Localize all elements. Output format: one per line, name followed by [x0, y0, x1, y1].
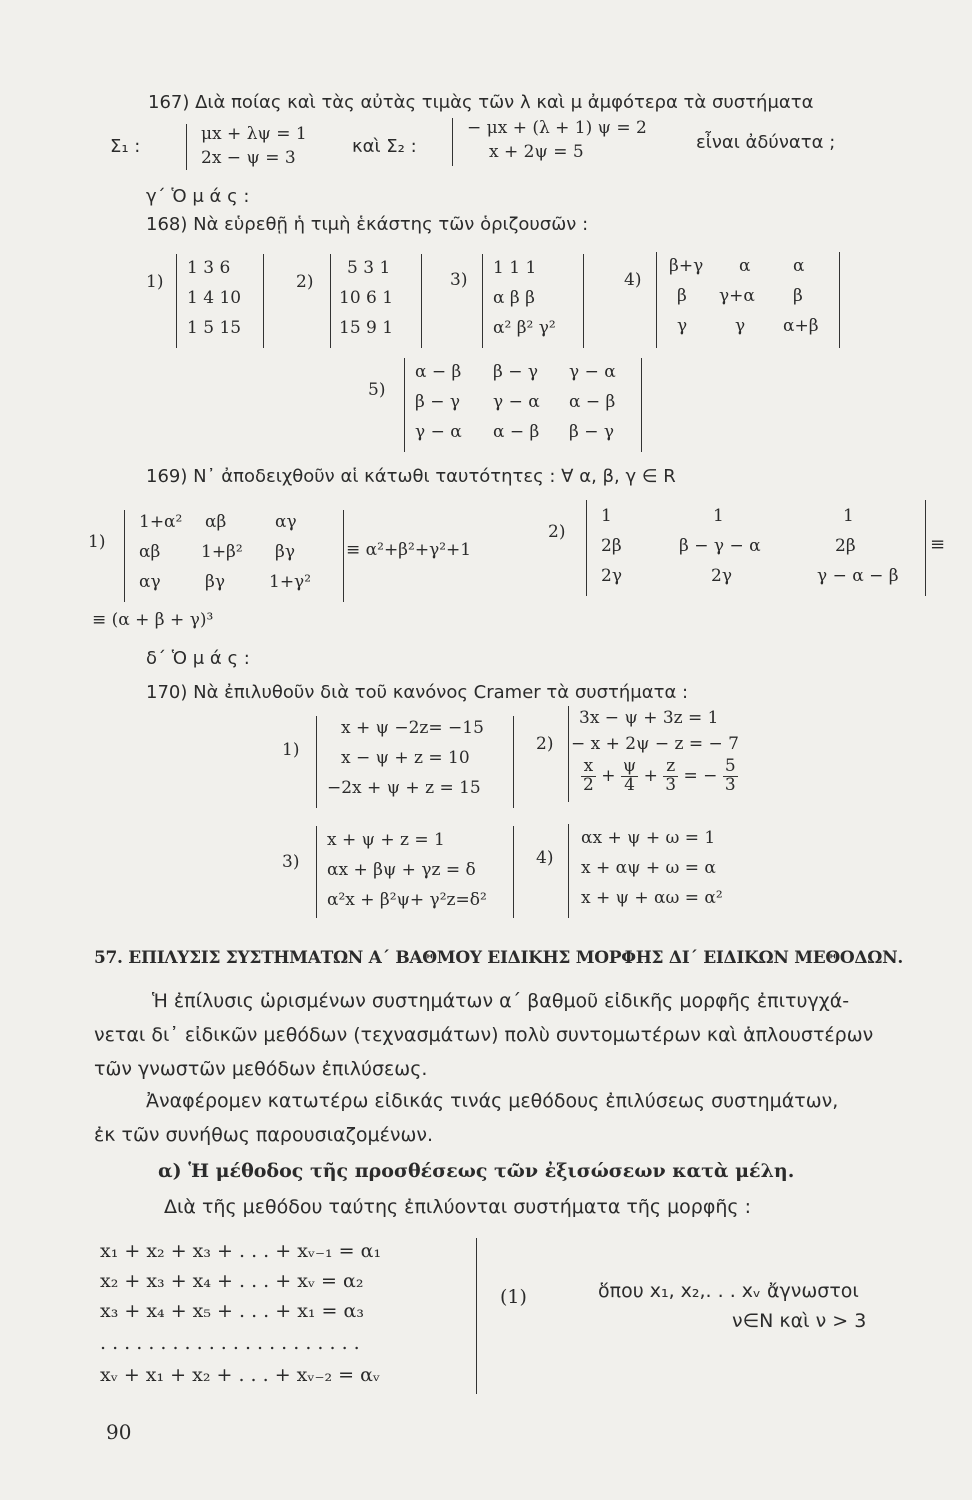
system3-eq: αx + βψ + γz = δ: [327, 860, 476, 880]
det4-cell: α: [793, 256, 805, 276]
det5-cell: α − β: [415, 362, 462, 382]
det4-cell: γ: [677, 316, 688, 336]
det4-cell: β: [793, 286, 803, 306]
det4-cell: γ+α: [719, 286, 755, 306]
identity1-determinant: [124, 510, 344, 602]
system-170-1: [316, 716, 513, 808]
frac-num: 5: [724, 756, 736, 776]
id1-cell: 1+β²: [201, 542, 243, 562]
s1-label: Σ₁ :: [110, 136, 141, 157]
system-eq: x₃ + x₄ + x₅ + . . . + x₁ = α₃: [100, 1300, 364, 1322]
id2-cell: γ − α − β: [817, 566, 899, 586]
det5-cell: α − β: [569, 392, 616, 412]
para1-line1: Ἡ ἐπίλυσις ὡρισμένων συστημάτων α΄ βαθμοῦ εἰδικῆς μορφῆς ἐπιτυγχά-: [152, 990, 850, 1012]
identity2-label: 2): [548, 522, 566, 542]
id2-cell: 1: [843, 506, 854, 526]
system-170-3: [316, 826, 513, 918]
and-s2-label: καὶ Σ₂ :: [352, 136, 417, 157]
identity1-rhs: ≡ α²+β²+γ²+1: [346, 540, 472, 560]
s1-eq1: μx + λψ = 1: [201, 124, 307, 144]
system-170-2: [568, 706, 789, 802]
frac-num: x: [581, 758, 596, 777]
equation-number: (1): [500, 1286, 527, 1308]
frac-den: 2: [583, 774, 594, 795]
det4-cell: γ: [735, 316, 746, 336]
section-57-heading: 57. ΕΠΙΛΥΣΙΣ ΣΥΣΤΗΜΑΤΩΝ Α΄ ΒΑΘΜΟΥ ΕΙΔΙΚΗΣ ΜΟΡΦΗΣ ΔΙ΄ ΕΙΔΙΚΩΝ ΜΕΘΟΔΩΝ.: [94, 948, 903, 968]
para1-line3: τῶν γνωστῶν μεθόδων ἐπιλύσεως.: [94, 1058, 428, 1080]
system1-label: 1): [282, 740, 300, 760]
problem-167-title: 167) Διὰ ποίας καὶ τὰς αὐτὰς τιμὰς τῶν λ καὶ μ ἀμφότερα τὰ συστήματα: [148, 92, 814, 113]
system-eq: x₂ + x₃ + x₄ + . . . + xᵥ = α₂: [100, 1270, 364, 1292]
det3-row: α β β: [493, 288, 535, 308]
det1-row: 1 3 6: [187, 258, 231, 278]
id2-cell: β − γ − α: [679, 536, 761, 556]
id2-cell: 2γ: [711, 566, 732, 586]
det5-cell: β − γ: [569, 422, 615, 442]
para3: Διὰ τῆς μεθόδου ταύτης ἐπιλύονται συστήματα τῆς μορφῆς :: [164, 1196, 752, 1218]
system3-label: 3): [282, 852, 300, 872]
system-eq: x₁ + x₂ + x₃ + . . . + xᵥ₋₁ = α₁: [100, 1240, 382, 1262]
system2-label: 2): [536, 734, 554, 754]
id2-cell: 1: [601, 506, 612, 526]
det4-cell: α: [739, 256, 751, 276]
para2-line1: Ἀναφέρομεν κατωτέρω εἰδικάς τινάς μεθόδους ἐπιλύσεως συστημάτων,: [146, 1090, 839, 1112]
problem-170-title: 170) Νὰ ἐπιλυθοῦν διὰ τοῦ κανόνος Cramer τὰ συστήματα :: [146, 682, 689, 703]
impossible-text: εἶναι ἀδύνατα ;: [696, 132, 836, 153]
frac-den: 3: [665, 774, 677, 795]
system-eq-ellipsis: . . . . . . . . . . . . . . . . . . . . . .: [100, 1332, 360, 1354]
page-number: 90: [106, 1420, 132, 1444]
determinant-5: [404, 358, 642, 452]
det3-row: 1 1 1: [493, 258, 537, 278]
s1-eq2: 2x − ψ = 3: [201, 148, 296, 168]
system1-eq: x − ψ + z = 10: [341, 748, 470, 768]
det5-cell: β − γ: [415, 392, 461, 412]
det5-cell: γ − α: [415, 422, 462, 442]
frac-num: z: [663, 758, 678, 777]
id1-cell: βγ: [205, 572, 225, 592]
det3-row: α² β² γ²: [493, 318, 556, 338]
system4-label: 4): [536, 848, 554, 868]
det4-label: 4): [624, 270, 642, 290]
det4-cell: β+γ: [669, 256, 704, 276]
para2-line2: ἐκ τῶν συνήθως παρουσιαζομένων.: [94, 1124, 434, 1146]
system-s1: [186, 124, 337, 170]
system3-eq: x + ψ + z = 1: [327, 830, 445, 850]
det1-label: 1): [146, 272, 164, 292]
id1-cell: 1+γ²: [269, 572, 312, 592]
id1-cell: 1+α²: [139, 512, 183, 532]
para1-line2: νεται δι᾽ εἰδικῶν μεθόδων (τεχνασμάτων) πολὺ συντομωτέρων καὶ ἁπλουστέρων: [94, 1024, 874, 1046]
det1-row: 1 4 10: [187, 288, 242, 308]
system4-eq: αx + ψ + ω = 1: [581, 828, 716, 848]
identity2-rhs: ≡ (α + β + γ)³: [92, 610, 214, 630]
determinant-2: [330, 254, 422, 348]
system1-eq: −2x + ψ + z = 15: [327, 778, 481, 798]
system2-fraction-eq: $\frac{x}{2}$ + $\frac{\psi}{4}$ + $\frac{z}{3}$ = − $\frac{5}{3}$: [583, 756, 736, 795]
id2-cell: 1: [713, 506, 724, 526]
system4-eq: x + αψ + ω = α: [581, 858, 716, 878]
det5-cell: β − γ: [493, 362, 539, 382]
id2-cell: 2γ: [601, 566, 622, 586]
id1-cell: αγ: [139, 572, 161, 592]
id2-cell: 2β: [835, 536, 856, 556]
det5-label: 5): [368, 380, 386, 400]
method-subheading: α) Ἡ μέθοδος τῆς προσθέσεως τῶν ἐξισώσεων κατὰ μέλη.: [158, 1160, 795, 1182]
det2-row: 10 6 1: [339, 288, 394, 308]
det3-label: 3): [450, 270, 468, 290]
det2-label: 2): [296, 272, 314, 292]
system-170-4: [568, 824, 789, 918]
frac-den: 4: [624, 774, 635, 795]
det5-cell: γ − α: [493, 392, 540, 412]
system4-eq: x + ψ + αω = α²: [581, 888, 723, 908]
id1-cell: αγ: [275, 512, 297, 532]
determinant-1: [176, 254, 264, 348]
system2-eq: − x + 2ψ − z = − 7: [571, 734, 739, 754]
det4-cell: β: [677, 286, 687, 306]
frac-num: ψ: [622, 756, 637, 776]
frac-den: 3: [724, 774, 736, 795]
det4-cell: α+β: [783, 316, 819, 336]
determinant-3: [482, 254, 584, 348]
system1-eq: x + ψ −2z= −15: [341, 718, 484, 738]
det5-cell: γ − α: [569, 362, 616, 382]
system-right-bar: [400, 1238, 477, 1394]
identity2-determinant: [586, 500, 926, 596]
condition-n: ν∈N καὶ ν > 3: [732, 1310, 867, 1332]
s2-eq2: x + 2ψ = 5: [489, 142, 584, 162]
id2-cell: 2β: [601, 536, 622, 556]
det2-row: 5 3 1: [347, 258, 391, 278]
det2-row: 15 9 1: [339, 318, 394, 338]
group-d-heading: δ΄ Ὁ μ ά ς :: [146, 648, 250, 669]
determinant-4: [656, 252, 840, 348]
det1-row: 1 5 15: [187, 318, 242, 338]
system-eq: xᵥ + x₁ + x₂ + . . . + xᵥ₋₂ = αᵥ: [100, 1364, 380, 1386]
identity1-label: 1): [88, 532, 106, 552]
s2-eq1: − μx + (λ + 1) ψ = 2: [467, 118, 647, 138]
det5-cell: α − β: [493, 422, 540, 442]
id1-cell: αβ: [205, 512, 227, 532]
system-s2: [452, 118, 673, 166]
system3-eq: α²x + β²ψ+ γ²z=δ²: [327, 890, 487, 910]
system2-eq: 3x − ψ + 3z = 1: [579, 708, 719, 728]
group-c-heading: γ΄ Ὁ μ ά ς :: [146, 186, 250, 207]
problem-169-title: 169) Ν᾽ ἀποδειχθοῦν αἱ κάτωθι ταυτότητες : ∀ α, β, γ ∈ R: [146, 466, 676, 487]
where-unknowns: ὅπου x₁, x₂,. . . xᵥ ἄγνωστοι: [598, 1280, 859, 1302]
id1-cell: αβ: [139, 542, 161, 562]
identity2-equiv: ≡: [930, 534, 946, 555]
problem-168-title: 168) Νὰ εὑρεθῇ ἡ τιμὴ ἑκάστης τῶν ὁριζουσῶν :: [146, 214, 589, 235]
id1-cell: βγ: [275, 542, 295, 562]
